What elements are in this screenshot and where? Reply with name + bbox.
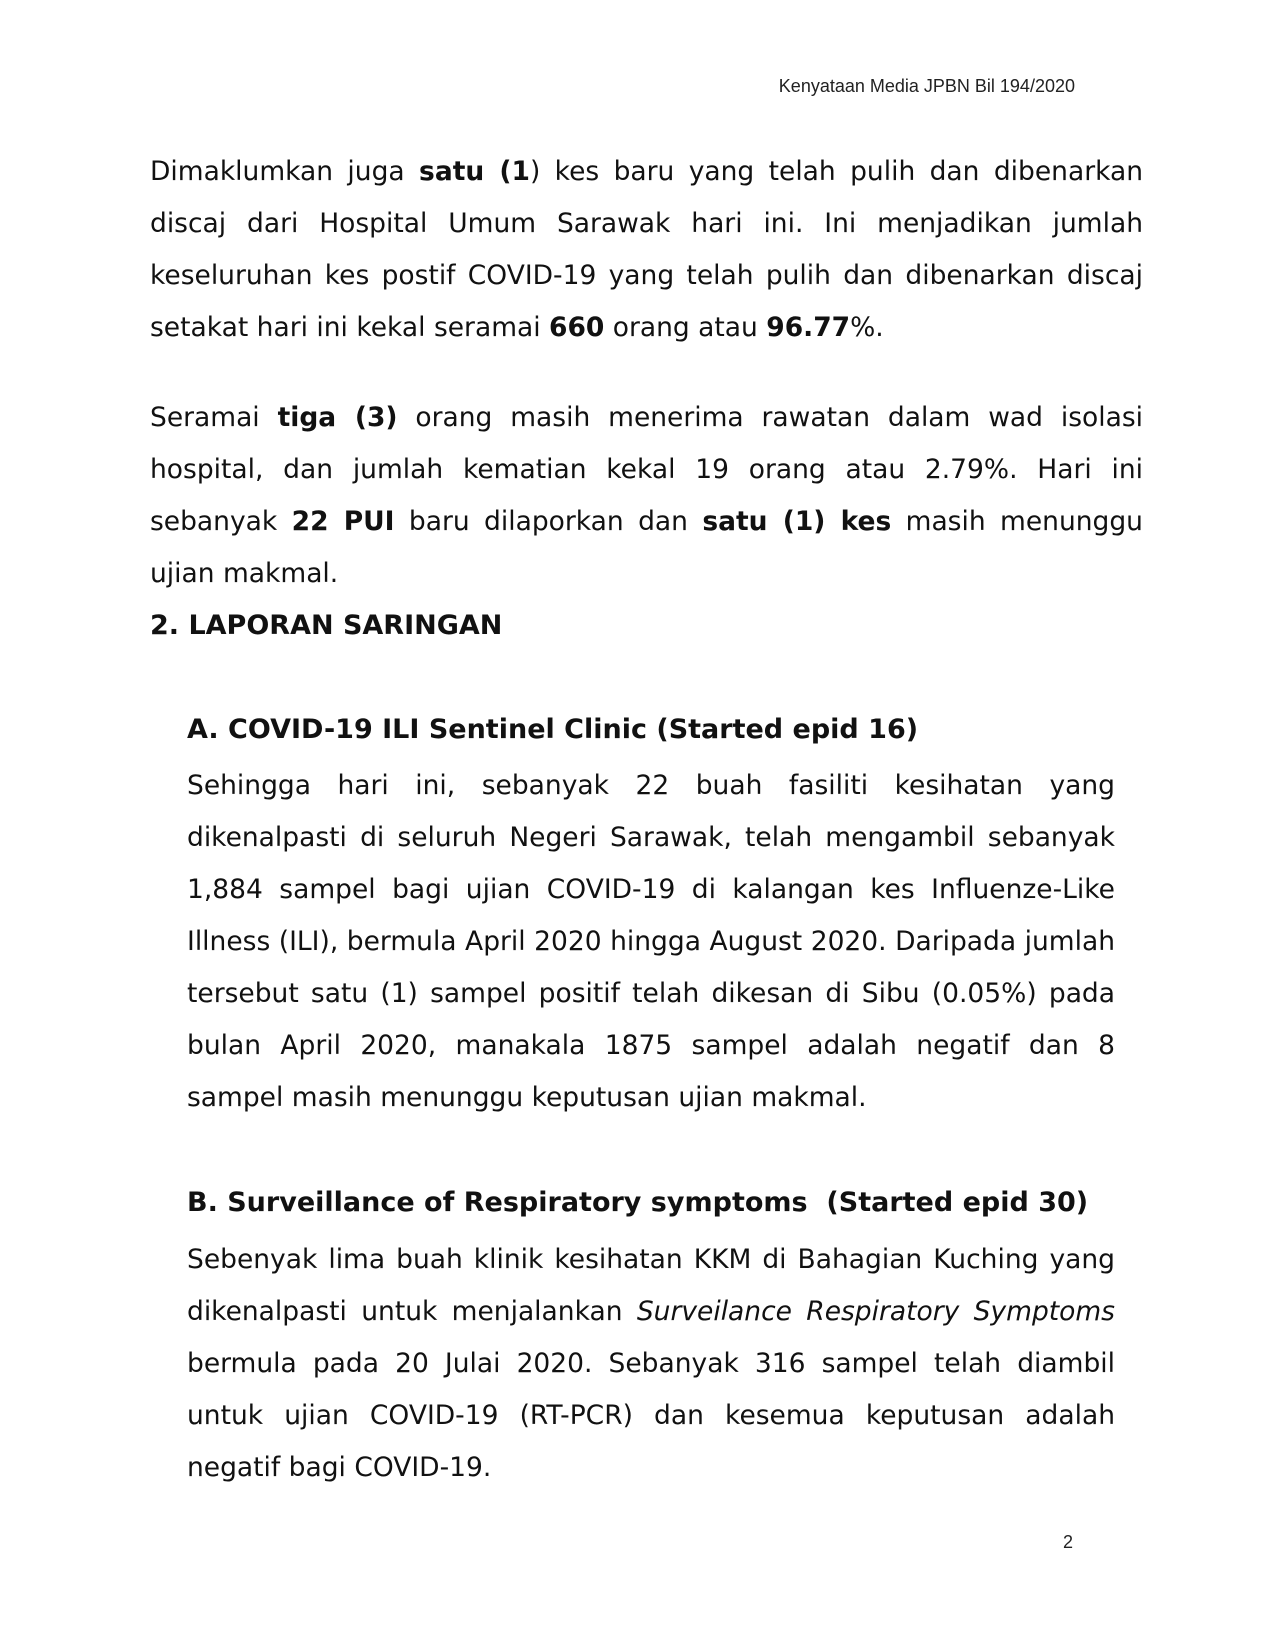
paragraph-ili-sentinel: Sehingga hari ini, sebanyak 22 buah fasiliti kesihatan yang dikenalpasti di seluruh Negeri Sarawak, telah mengambil sebanyak 1,884 sampel bagi ujian COVID-19 di kalangan kes Influenze-Like Illness (ILI), bermula April 2020 hingga August 2020. Daripada jumlah tersebut satu (1) sampel positif telah dikesan di Sibu (0.05%) pada bulan April 2020, manakala 1875 sampel adalah negatif dan 8 sampel masih menunggu keputusan ujian makmal. — [187, 770, 1115, 1113]
bold-text: tiga (3) — [277, 402, 398, 433]
text: masih menunggu ujian makmal. — [150, 506, 1143, 589]
text: baru dilaporkan dan — [394, 506, 703, 537]
italic-text: Surveilance Respiratory Symptoms — [636, 1296, 1115, 1327]
text: %. — [850, 312, 884, 343]
bold-text: satu (1 — [419, 156, 530, 187]
text: Dimaklumkan juga — [150, 156, 420, 187]
subsection-heading-a: A. COVID-19 ILI Sentinel Clinic (Started epid 16) — [187, 714, 919, 745]
section-heading: 2. LAPORAN SARINGAN — [150, 610, 503, 641]
paragraph-recovered — [150, 146, 1143, 354]
bold-number: 660 — [549, 312, 605, 343]
paragraph-respiratory-surveillance — [187, 1234, 1115, 1494]
text: bermula pada 20 Julai 2020. Sebanyak 316 sampel telah diambil untuk ujian COVID-19 (RT-PCR) dan kesemua keputusan adalah negatif bagi COVID-19. — [187, 1348, 1115, 1483]
bold-text: satu (1) kes — [702, 506, 892, 537]
text: Seramai — [150, 402, 278, 433]
page-number: 2 — [1062, 1532, 1073, 1552]
bold-text: 22 PUI — [291, 506, 395, 537]
text: orang atau — [604, 312, 767, 343]
bold-percentage: 96.77 — [766, 312, 851, 343]
document-reference: Kenyataan Media JPBN Bil 194/2020 — [778, 76, 1075, 96]
text: ) kes baru yang telah pulih dan dibenarkan discaj dari Hospital Umum Sarawak hari ini. Ini menjadikan jumlah keseluruhan kes postif COVID-19 yang telah pulih dan dibenarkan discaj setakat hari ini kekal seramai — [150, 156, 1144, 343]
text: Sebenyak lima buah klinik kesihatan KKM di Bahagian Kuching yang dikenalpasti untuk menjalankan — [187, 1244, 1115, 1327]
text: orang masih menerima rawatan dalam wad isolasi hospital, dan jumlah kematian kekal 19 orang atau 2.79%. Hari ini sebanyak — [150, 402, 1143, 537]
subsection-heading-b: B. Surveillance of Respiratory symptoms (Started epid 30) — [187, 1187, 1089, 1218]
paragraph-treatment — [150, 392, 1143, 600]
